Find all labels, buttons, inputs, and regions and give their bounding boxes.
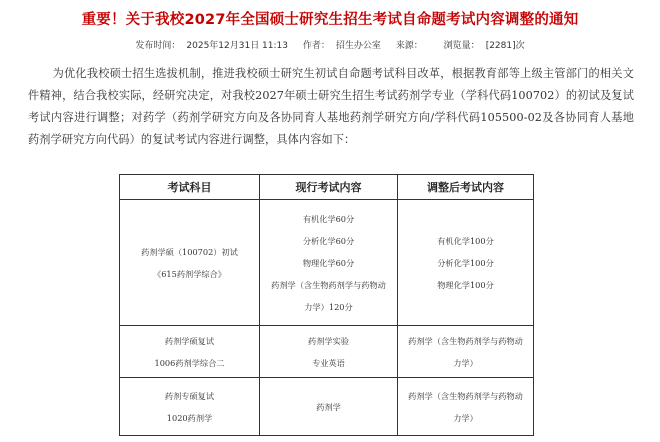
source bbox=[393, 41, 432, 51]
table-row bbox=[120, 378, 534, 436]
cell-line: 力学） bbox=[453, 357, 478, 368]
cell-line: 《615药剂学综合》 bbox=[153, 268, 226, 279]
table-row bbox=[120, 200, 534, 326]
subject-cell bbox=[120, 200, 260, 326]
adjusted-content-cell bbox=[398, 200, 534, 326]
subject-cell bbox=[120, 378, 260, 436]
author-label: 作者： bbox=[302, 41, 330, 51]
cell-line: 药剂学（含生物药剂学与药物动 bbox=[271, 279, 386, 290]
views-value: [2281]次 bbox=[485, 41, 525, 51]
cell-line: 药剂学硕复试 bbox=[164, 335, 215, 346]
cell-line: 药剂学 bbox=[316, 401, 341, 412]
cell-line: 力学） bbox=[453, 412, 478, 423]
header-subject: 考试科目 bbox=[120, 175, 260, 200]
cell-line: 有机化学60分 bbox=[302, 213, 355, 224]
cell-line: 药剂学硕（100702）初试 bbox=[141, 246, 238, 257]
cell-line: 药剂专硕复试 bbox=[164, 390, 215, 401]
article-paragraph: 为优化我校硕士招生选拔机制，推进我校硕士研究生初试自命题考试科目改革，根据教育部等上级主管部门的相关文件精神，结合我校实际，经研究决定，对我校2027年硕士研究生招生考试药剂学专业（学科代码100702）的初试及复试考试内容进行调整；对药学（药剂学研究方向及各协同育人基地药剂学研究方向/学科代码105500-02及各协同育人基地药剂学研究方向代码）的复试考试内容进行调整，具体内容如下： bbox=[28, 67, 634, 146]
cell-line: 物理化学60分 bbox=[302, 257, 355, 268]
cell-line: 分析化学60分 bbox=[302, 235, 355, 246]
views-label: 浏览量： bbox=[443, 41, 480, 51]
publish-label: 发布时间： bbox=[135, 41, 181, 51]
cell-line: 1006药剂学综合二 bbox=[154, 357, 225, 368]
exam-content-table bbox=[119, 174, 534, 436]
article-meta bbox=[0, 38, 660, 51]
adjusted-content-cell bbox=[398, 326, 534, 378]
cell-line: 物理化学100分 bbox=[437, 279, 494, 290]
cell-line: 1020药剂学 bbox=[166, 412, 213, 423]
publish-value: 2025年12月31日 11:13 bbox=[186, 41, 288, 51]
source-label: 来源： bbox=[395, 41, 423, 51]
table-header-row bbox=[120, 175, 534, 200]
current-content-cell bbox=[260, 378, 398, 436]
adjusted-content-cell bbox=[398, 378, 534, 436]
cell-line: 分析化学100分 bbox=[437, 257, 494, 268]
cell-line: 力学）120分 bbox=[304, 301, 353, 312]
page-title: 重要！关于我校2027年全国硕士研究生招生考试自命题考试内容调整的通知 bbox=[81, 12, 579, 28]
cell-line: 药剂学（含生物药剂学与药物动 bbox=[408, 390, 523, 401]
subject-cell bbox=[120, 326, 260, 378]
author-value: 招生办公室 bbox=[335, 41, 381, 51]
table-row bbox=[120, 326, 534, 378]
current-content-cell bbox=[260, 326, 398, 378]
cell-line: 专业英语 bbox=[312, 357, 345, 368]
author bbox=[300, 41, 384, 51]
current-content-cell bbox=[260, 200, 398, 326]
header-current: 现行考试内容 bbox=[260, 175, 398, 200]
cell-line: 有机化学100分 bbox=[437, 235, 494, 246]
cell-line: 药剂学实验 bbox=[308, 335, 349, 346]
publish-time bbox=[132, 41, 291, 51]
view-count bbox=[441, 41, 528, 51]
header-adjusted: 调整后考试内容 bbox=[398, 175, 534, 200]
cell-line: 药剂学（含生物药剂学与药物动 bbox=[408, 335, 523, 346]
